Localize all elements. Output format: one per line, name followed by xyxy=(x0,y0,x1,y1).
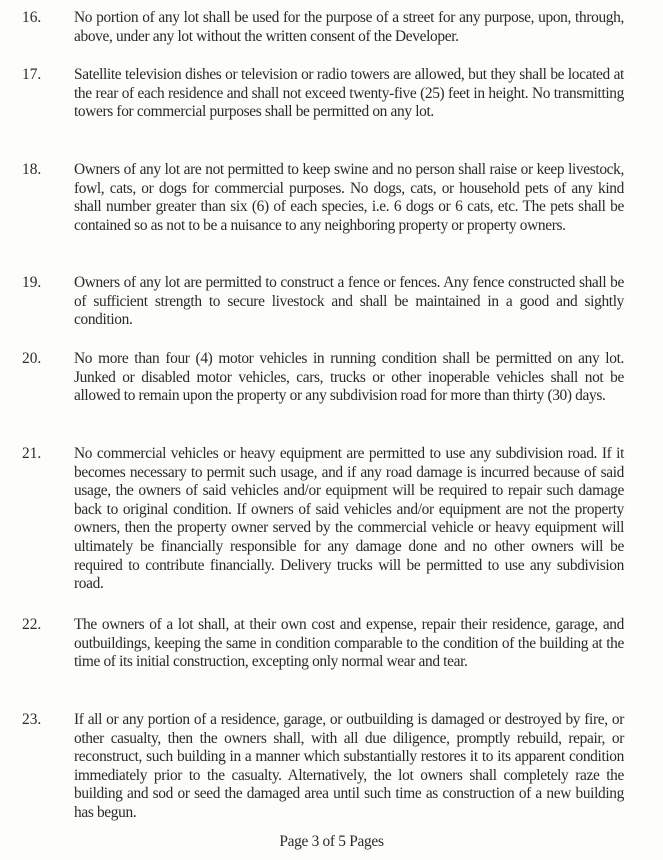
item-text: No commercial vehicles or heavy equipment are permitted to use any subdivision road. If it becomes necessary to permit such usage, and if any road damage is incurred because of said usage, the owners of said vehicles and/or equipment will be required to repair such damage back to original condition. If owners of said vehicles and/or equipment are not the property owners, then the property owner served by the commercial vehicle or heavy equipment will ultimately be financially responsible for any damage done and no other owners will be required to contribute financially. Delivery trucks will be permitted to use any subdivision road. xyxy=(74,445,624,593)
item-text: No portion of any lot shall be used for the purpose of a street for any purpose, upon, through, above, under any lot without the written consent of the Developer. xyxy=(74,9,624,45)
item-number: 17. xyxy=(22,66,42,83)
item-number: 23. xyxy=(22,711,42,728)
item-text: No more than four (4) motor vehicles in running condition shall be permitted on any lot. Junked or disabled motor vehicles, cars, trucks or other inoperable vehicles shall not be allowed to remain upon the property or any subdivision road for more than thirty (30) days. xyxy=(74,350,624,405)
item-number: 18. xyxy=(22,161,42,178)
item-text: The owners of a lot shall, at their own cost and expense, repair their residence, garage, and outbuildings, keeping the same in condition comparable to the condition of the building at the time of its initial construction, excepting only normal wear and tear. xyxy=(74,616,624,671)
item-text: Owners of any lot are not permitted to keep swine and no person shall raise or keep livestock, fowl, cats, or dogs for commercial purposes. No dogs, cats, or household pets of any kind shall number greater than six (6) of each species, i.e. 6 dogs or 6 cats, etc. The pets shall be contained so as not to be a nuisance to any neighboring property or property owners. xyxy=(74,161,624,234)
item-text: Satellite television dishes or television or radio towers are allowed, but they shall be located at the rear of each residence and shall not exceed twenty-five (25) feet in height. No transmitting towers for commercial purposes shall be permitted on any lot. xyxy=(74,66,624,121)
item-number: 22. xyxy=(22,616,42,633)
item-text: Owners of any lot are permitted to construct a fence or fences. Any fence constructed shall be of sufficient strength to secure livestock and shall be maintained in a good and sightly condition. xyxy=(74,274,624,329)
item-number: 20. xyxy=(22,350,42,367)
item-number: 21. xyxy=(22,445,42,462)
page-footer: Page 3 of 5 Pages xyxy=(279,833,384,850)
item-number: 16. xyxy=(22,9,42,26)
item-text: If all or any portion of a residence, garage, or outbuilding is damaged or destroyed by fire, or other casualty, then the owners shall, with all due diligence, promptly rebuild, repair, or reconstruct, such building in a manner which substantially restores it to its apparent condition immediately prior to the casualty. Alternatively, the lot owners shall completely raze the building and sod or seed the damaged area until such time as construction of a new building has begun. xyxy=(74,711,624,821)
item-number: 19. xyxy=(22,274,42,291)
